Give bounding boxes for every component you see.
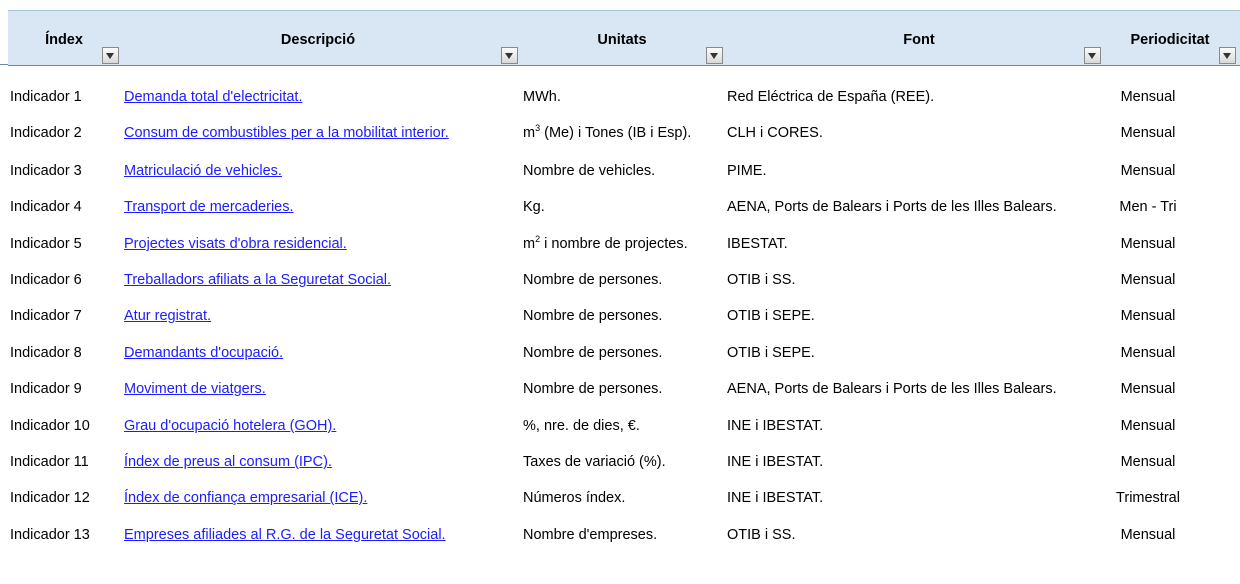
table-row [0, 413, 1240, 439]
description-link[interactable]: Treballadors afiliats a la Seguretat Social. [124, 272, 392, 288]
table-row [0, 485, 1240, 511]
description-link[interactable]: Índex de preus al consum (IPC). [124, 454, 332, 470]
periodicity-cell: Mensual [1120, 125, 1176, 141]
table-row [0, 303, 1240, 329]
index-cell: Indicador 12 [10, 490, 90, 506]
description-link[interactable]: Atur registrat. [124, 308, 212, 324]
units-cell: Kg. [523, 199, 545, 215]
index-cell: Indicador 10 [10, 418, 90, 434]
units-cell: Nombre de persones. [523, 345, 663, 361]
units-text: m [523, 125, 536, 141]
chevron-down-icon [106, 53, 114, 59]
chevron-down-icon [1223, 53, 1231, 59]
description-link[interactable]: Empreses afiliades al R.G. de la Seguretat Social. [124, 527, 446, 543]
units-text: i nombre de projectes. [540, 236, 688, 252]
index-cell: Indicador 5 [10, 236, 82, 252]
table-header [8, 10, 1240, 66]
source-cell: OTIB i SS. [727, 272, 796, 288]
chevron-down-icon [1088, 53, 1096, 59]
column-header-units [520, 11, 726, 65]
periodicity-cell: Trimestral [1116, 490, 1180, 506]
units-cell: Taxes de variació (%). [523, 454, 666, 470]
periodicity-cell: Mensual [1120, 527, 1176, 543]
table-row [0, 158, 1240, 184]
units-cell: Nombre de persones. [523, 308, 663, 324]
periodicity-cell: Mensual [1120, 272, 1176, 288]
index-cell: Indicador 11 [10, 454, 89, 470]
index-cell: Indicador 8 [10, 345, 82, 361]
source-cell: AENA, Ports de Balears i Ports de les Illes Balears. [727, 381, 1057, 397]
periodicity-cell: Mensual [1120, 308, 1176, 324]
filter-dropdown-periodicity[interactable] [1219, 47, 1236, 64]
description-link[interactable]: Matriculació de vehicles. [124, 163, 282, 179]
index-cell: Indicador 7 [10, 308, 82, 324]
units-cell [523, 231, 688, 257]
periodicity-cell: Mensual [1120, 236, 1176, 252]
column-header-label: Descripció [280, 32, 356, 48]
index-cell: Indicador 1 [10, 89, 82, 105]
index-cell: Indicador 6 [10, 272, 82, 288]
description-link[interactable]: Demanda total d'electricitat. [124, 89, 303, 105]
filter-dropdown-index[interactable] [102, 47, 119, 64]
periodicity-cell: Mensual [1120, 345, 1176, 361]
table-row [0, 120, 1240, 146]
source-cell: IBESTAT. [727, 236, 788, 252]
description-link[interactable]: Transport de mercaderies. [124, 199, 294, 215]
periodicity-cell: Men - Tri [1119, 199, 1177, 215]
column-header-label: Índex [45, 32, 83, 48]
column-header-source [726, 11, 1112, 65]
source-cell: AENA, Ports de Balears i Ports de les Illes Balears. [727, 199, 1057, 215]
description-link[interactable]: Grau d'ocupació hotelera (GOH). [124, 418, 337, 434]
column-header-periodicity [1112, 11, 1240, 65]
source-cell: INE i IBESTAT. [727, 490, 824, 506]
column-header-index [8, 11, 120, 65]
periodicity-cell: Mensual [1120, 381, 1176, 397]
chevron-down-icon [505, 53, 513, 59]
table-row [0, 340, 1240, 366]
index-cell: Indicador 13 [10, 527, 90, 543]
column-header-label: Unitats [597, 32, 647, 48]
units-cell: %, nre. de dies, €. [523, 418, 640, 434]
source-cell: OTIB i SEPE. [727, 345, 815, 361]
source-cell: Red Eléctrica de España (REE). [727, 89, 935, 105]
index-cell: Indicador 3 [10, 163, 82, 179]
units-superscript: 3 [535, 123, 541, 133]
source-cell: OTIB i SS. [727, 527, 796, 543]
source-cell: INE i IBESTAT. [727, 454, 824, 470]
table-row [0, 522, 1240, 548]
table-row [0, 84, 1240, 110]
table-row [0, 449, 1240, 475]
units-cell: MWh. [523, 89, 561, 105]
table-row [0, 267, 1240, 293]
table-row [0, 194, 1240, 220]
column-header-description [120, 11, 520, 65]
units-cell [523, 120, 691, 146]
table-row [0, 231, 1240, 257]
periodicity-cell: Mensual [1120, 454, 1176, 470]
index-cell: Indicador 4 [10, 199, 82, 215]
column-header-label: Font [903, 32, 935, 48]
units-cell: Nombre de vehicles. [523, 163, 656, 179]
description-link[interactable]: Moviment de viatgers. [124, 381, 266, 397]
source-cell: PIME. [727, 163, 767, 179]
table-row [0, 376, 1240, 402]
units-text: m [523, 236, 536, 252]
description-link[interactable]: Índex de confiança empresarial (ICE). [124, 490, 368, 506]
filter-dropdown-source[interactable] [1084, 47, 1101, 64]
source-cell: CLH i CORES. [727, 125, 823, 141]
periodicity-cell: Mensual [1120, 89, 1176, 105]
units-cell: Números índex. [523, 490, 626, 506]
units-cell: Nombre d'empreses. [523, 527, 658, 543]
periodicity-cell: Mensual [1120, 163, 1176, 179]
description-link[interactable]: Demandants d'ocupació. [124, 345, 284, 361]
filter-dropdown-description[interactable] [501, 47, 518, 64]
index-cell: Indicador 2 [10, 125, 82, 141]
periodicity-cell: Mensual [1120, 418, 1176, 434]
units-superscript: 2 [535, 234, 541, 244]
units-text: (Me) i Tones (IB i Esp). [540, 125, 692, 141]
source-cell: INE i IBESTAT. [727, 418, 824, 434]
header-divider [0, 64, 8, 65]
description-link[interactable]: Projectes visats d'obra residencial. [124, 236, 347, 252]
index-cell: Indicador 9 [10, 381, 82, 397]
column-header-label: Periodicitat [1130, 32, 1210, 48]
units-cell: Nombre de persones. [523, 381, 663, 397]
filter-dropdown-units[interactable] [706, 47, 723, 64]
source-cell: OTIB i SEPE. [727, 308, 815, 324]
units-cell: Nombre de persones. [523, 272, 663, 288]
chevron-down-icon [710, 53, 718, 59]
description-link[interactable]: Consum de combustibles per a la mobilitat interior. [124, 125, 449, 141]
